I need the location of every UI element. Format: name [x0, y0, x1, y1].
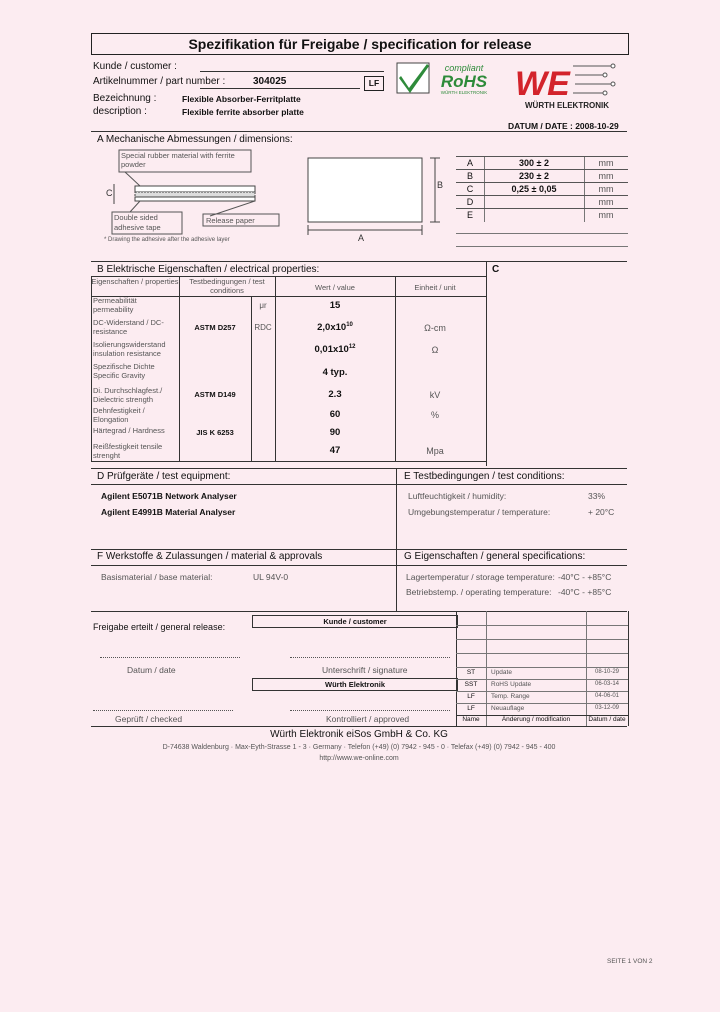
designation-value: Flexible Absorber-Ferritplatte — [182, 94, 301, 104]
checked-label: Geprüft / checked — [115, 714, 183, 724]
dimension-label: A — [466, 158, 473, 168]
company-address: D-74638 Waldenburg · Max-Eyth-Strasse 1 - 3 · Germany · Telefon (+49) (0) 7942 - 945 - 0 · Telefax (+49) (0) 7942 - 945 - 400 — [162, 744, 556, 751]
rohs-sub-text: WÜRTH ELEKTRONIK — [440, 90, 488, 95]
base-material-value: UL 94V-0 — [253, 572, 289, 582]
property-name: Isolierungswiderstand insulation resistance — [93, 340, 166, 358]
property-value: 2.3 — [328, 389, 342, 400]
callout-rubber: Special rubber material with ferrite powder — [121, 151, 235, 169]
property-value-cell — [275, 300, 395, 311]
section-d-title: D Prüfgeräte / test equipment: — [97, 471, 231, 482]
revision-code: LF — [467, 705, 475, 712]
customer-line — [200, 71, 384, 72]
dimension-value: 230 ± 2 — [519, 171, 549, 181]
property-name: Dehnfestigkeit / Elongation — [93, 406, 145, 424]
revision-code: SST — [464, 681, 478, 688]
base-material-label: Basismaterial / base material: — [101, 572, 213, 582]
dimension-row — [456, 182, 628, 196]
property-row — [91, 406, 486, 426]
we-name-text: WÜRTH ELEKTRONIK — [525, 101, 609, 110]
col-unit: Einheit / unit — [414, 283, 456, 292]
property-name: Permeabilität permeability — [93, 296, 137, 314]
property-unit: Ω-cm — [424, 323, 446, 333]
property-value: 47 — [329, 444, 341, 456]
we-box: Würth Elektronik — [252, 678, 458, 691]
col-properties: Eigenschaften / properties — [91, 277, 179, 286]
property-name: Di. Durchschlagfest./ Dielectric strength — [93, 386, 163, 404]
property-value: 2,0x10 — [317, 322, 347, 334]
dimension-unit: mm — [598, 197, 614, 207]
property-symbol: μr — [259, 301, 267, 310]
company-url[interactable]: http://www.we-online.com — [319, 755, 399, 762]
property-value: 90 — [329, 427, 341, 438]
drawing-note: * Drawing the adhesive after the adhesive layer — [104, 237, 230, 243]
property-value-cell — [275, 344, 395, 355]
rohs-logo — [396, 60, 500, 96]
dimension-unit: mm — [598, 210, 614, 220]
property-value-cell — [275, 389, 395, 400]
property-unit: Mpa — [426, 445, 444, 456]
revision-description: RoHS Update — [491, 681, 532, 688]
temperature-value: + 20°C — [588, 507, 615, 517]
approved-label: Kontrolliert / approved — [326, 714, 410, 724]
col-test-conditions: Testbedingungen / test conditions — [189, 277, 265, 295]
revision-date: 04-06-01 — [594, 693, 620, 699]
property-symbol: RDC — [254, 323, 272, 332]
humidity-label: Luftfeuchtigkeit / humidity: — [408, 491, 507, 501]
revision-description: Temp. Range — [491, 693, 530, 700]
signature-label: Unterschrift / signature — [322, 665, 408, 675]
date-label: Datum / date — [127, 665, 176, 675]
col-value: Wert / value — [315, 283, 355, 292]
section-e-title: E Testbedingungen / test conditions: — [404, 471, 565, 482]
property-row — [91, 362, 486, 386]
lf-badge: LF — [364, 76, 384, 91]
general-release-label: Freigabe erteilt / general release: — [93, 622, 226, 632]
property-condition: ASTM D257 — [194, 323, 236, 332]
part-number-label: Artikelnummer / part number : — [93, 76, 226, 87]
dimension-label: B — [466, 171, 473, 181]
temperature-label: Umgebungstemperatur / temperature: — [408, 507, 551, 517]
section-a-title: A Mechanische Abmessungen / dimensions: — [97, 134, 293, 145]
humidity-value: 33% — [588, 491, 606, 501]
section-c-title: C — [492, 264, 500, 275]
we-letters: WE — [515, 65, 570, 103]
revision-code: ST — [466, 669, 476, 676]
dim-b-label: B — [437, 180, 444, 190]
revision-table — [456, 611, 628, 726]
property-unit: Ω — [431, 345, 439, 355]
property-value: 4 typ. — [322, 367, 348, 378]
revision-date: 06-03-14 — [594, 681, 620, 687]
revision-description: Neuauflage — [491, 705, 525, 712]
page-title: Spezifikation für Freigabe / specification for release — [188, 36, 532, 52]
storage-temp-label: Lagertemperatur / storage temperature: — [406, 572, 555, 582]
title-box — [91, 33, 629, 55]
property-row — [91, 426, 486, 442]
equipment-2: Agilent E4991B Material Analyser — [101, 507, 236, 517]
property-condition: ASTM D149 — [194, 390, 236, 399]
callout-adhesive: Double sided adhesive tape — [114, 213, 161, 232]
dimension-row — [456, 195, 628, 209]
equipment-1: Agilent E5071B Network Analyser — [101, 491, 237, 501]
property-value: 15 — [329, 300, 341, 311]
operating-temp-value: -40°C - +85°C — [558, 587, 612, 597]
property-row — [91, 318, 486, 340]
property-value-cell — [275, 367, 395, 378]
dim-c-label: C — [106, 188, 113, 198]
storage-temp-value: -40°C - +85°C — [558, 572, 612, 582]
dimension-unit: mm — [598, 171, 614, 181]
operating-temp-label: Betriebstemp. / operating temperature: — [406, 587, 552, 597]
property-value-cell — [275, 322, 395, 333]
property-condition: JIS K 6253 — [196, 428, 234, 437]
property-value-cell — [275, 445, 395, 456]
value-exponent: 12 — [348, 344, 356, 350]
rohs-main-text: RoHS — [440, 72, 488, 91]
date-stamp: DATUM / DATE : 2008-10-29 — [508, 121, 619, 131]
property-value-cell — [275, 427, 395, 438]
revision-code: LF — [467, 693, 475, 700]
property-row — [91, 296, 486, 318]
designation-label: Bezeichnung : — [93, 93, 157, 104]
property-value: 60 — [329, 409, 341, 420]
revision-description: Update — [491, 669, 512, 676]
customer-box: Kunde / customer — [252, 615, 458, 628]
description-label: description : — [93, 106, 147, 117]
dimension-row — [456, 169, 628, 183]
page-number: SEITE 1 VON 2 — [607, 958, 653, 965]
we-circuit-icon — [513, 59, 621, 111]
revision-date: 08-10-29 — [594, 669, 620, 675]
rohs-check-icon — [396, 60, 500, 96]
section-b-title: B Elektrische Eigenschaften / electrical properties: — [97, 264, 320, 275]
dimension-unit: mm — [598, 184, 614, 194]
company-name: Würth Elektronik eiSos GmbH & Co. KG — [270, 729, 448, 740]
property-unit: kV — [429, 390, 441, 400]
property-name: Härtegrad / Hardness — [93, 426, 165, 435]
property-row — [91, 442, 486, 461]
dim-a-label: A — [358, 233, 365, 243]
dimension-unit: mm — [598, 158, 614, 168]
dimension-value: 300 ± 2 — [519, 158, 549, 168]
callout-release-paper: Release paper — [206, 216, 255, 225]
property-row — [91, 386, 486, 406]
we-logo — [513, 59, 621, 111]
property-name: DC-Widerstand / DC-resistance — [93, 318, 164, 336]
property-name: Spezifische Dichte Specific Gravity — [93, 362, 155, 380]
dimension-label: E — [466, 210, 473, 220]
rev-footer-date: Datum / date — [588, 716, 626, 723]
section-f-title: F Werkstoffe & Zulassungen / material & approvals — [97, 551, 323, 562]
property-value-cell — [275, 409, 395, 420]
dimension-label: D — [466, 197, 474, 207]
value-exponent: 10 — [346, 322, 353, 328]
dimension-row — [456, 156, 628, 170]
part-number-line — [200, 88, 360, 89]
property-name: Reißfestigkeit tensile strenght — [93, 442, 163, 460]
property-row — [91, 340, 486, 362]
customer-label: Kunde / customer : — [93, 61, 177, 72]
description-value: Flexible ferrite absorber platte — [182, 107, 304, 117]
part-number: 304025 — [253, 76, 287, 87]
revision-date: 03-12-09 — [594, 705, 620, 711]
dimension-row — [456, 208, 628, 222]
section-g-title: G Eigenschaften / general specifications: — [404, 551, 586, 562]
rev-footer-name: Name — [462, 716, 480, 723]
property-unit: % — [430, 410, 439, 420]
rohs-compliant-text: compliant — [444, 63, 484, 73]
property-value: 0,01x10 — [314, 344, 349, 356]
dimension-label: C — [466, 184, 474, 194]
rev-footer-modification: Änderung / modification — [501, 716, 571, 723]
dimension-value: 0,25 ± 0,05 — [511, 184, 557, 194]
electrical-table — [91, 276, 486, 461]
